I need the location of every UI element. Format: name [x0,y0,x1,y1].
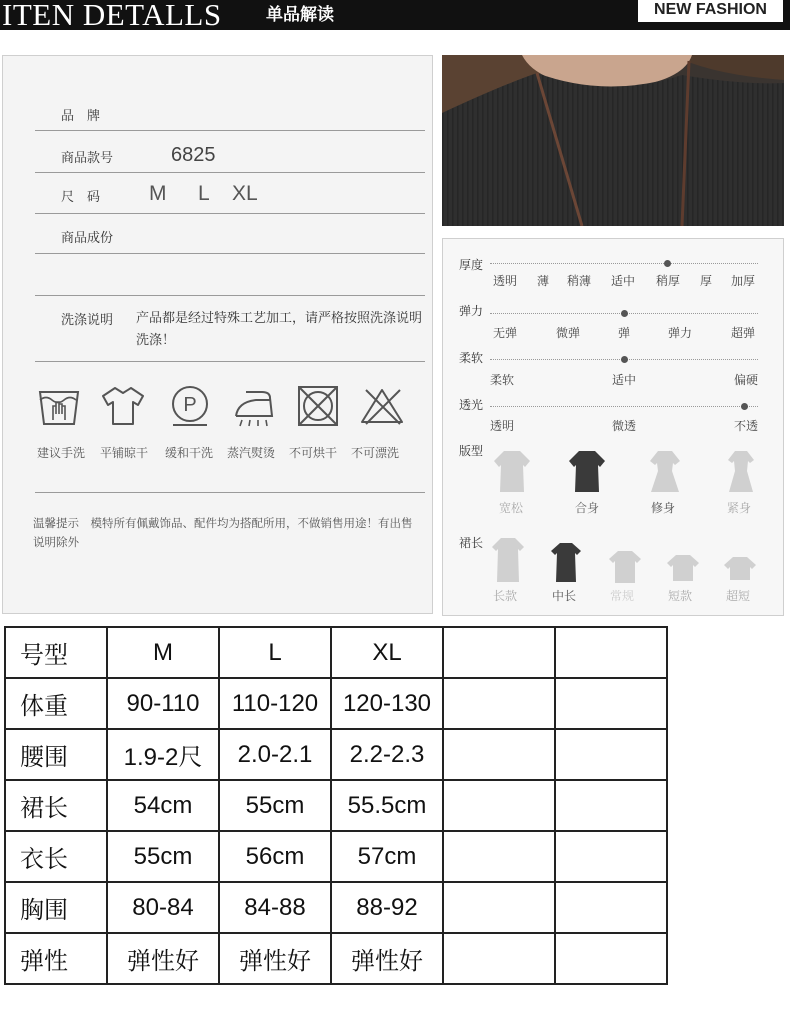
wash-label: 洗涤说明 [61,313,114,328]
transparency-label: 透光 [459,398,484,412]
thickness-label: 厚度 [459,258,484,272]
table-cell: 84-88 [219,882,331,933]
table-cell: 55cm [219,780,331,831]
table-row [5,882,667,933]
elasticity-option: 微弹 [556,326,581,340]
length-option: 超短 [726,589,751,603]
table-cell [555,831,667,882]
table-row [5,729,667,780]
thickness-option: 透明 [493,274,518,288]
table-cell: 弹性好 [331,933,443,984]
row-header: 体重 [5,678,107,729]
thickness-indicator [664,260,671,267]
table-cell: 弹性好 [107,933,219,984]
size-row [35,172,425,214]
regular-fit-shirt-icon [568,449,606,494]
brand-row [35,83,425,131]
tight-fit-dress-icon [722,449,760,494]
fit-option: 紧身 [727,501,752,515]
length-option: 长款 [493,589,518,603]
table-cell [443,780,555,831]
table-cell: 120-130 [331,678,443,729]
care-label-dry-flat: 平铺晾干 [100,446,149,460]
model-label: 商品款号 [61,151,114,166]
size-option-xl: XL [232,182,258,205]
table-cell: 57cm [331,831,443,882]
care-label-steam-iron: 蒸汽熨烫 [227,446,276,460]
table-row [5,831,667,882]
table-cell: 55cm [107,831,219,882]
elasticity-option: 弹力 [668,326,693,340]
transparency-scale [490,406,758,407]
fabric-attributes-panel [442,238,784,616]
table-row [5,933,667,984]
header-banner [0,0,790,30]
fit-option: 修身 [651,501,676,515]
slim-fit-dress-icon [646,449,684,494]
care-label-hand-wash: 建议手洗 [37,446,86,460]
table-cell: 弹性好 [219,933,331,984]
softness-option: 适中 [612,373,637,387]
elasticity-indicator [621,310,628,317]
table-cell: 2.2-2.3 [331,729,443,780]
table-cell [443,729,555,780]
fit-option: 宽松 [499,501,524,515]
table-cell: 54cm [107,780,219,831]
table-cell [555,933,667,984]
gentle-dry-clean-icon [168,384,212,428]
product-photo [442,55,784,226]
table-cell: 56cm [219,831,331,882]
softness-label: 柔软 [459,351,484,365]
table-cell [443,627,555,678]
midi-length-icon [550,541,582,584]
row-header: 腰围 [5,729,107,780]
table-row [5,780,667,831]
elasticity-option: 弹 [618,326,631,340]
row-header: 弹性 [5,933,107,984]
table-cell [443,882,555,933]
softness-option: 偏硬 [734,373,759,387]
row-header: 衣长 [5,831,107,882]
elasticity-option: 无弹 [493,326,518,340]
composition-label: 商品成份 [61,231,114,246]
table-cell: 55.5cm [331,780,443,831]
table-cell [443,831,555,882]
table-cell: 90-110 [107,678,219,729]
transparency-option: 微透 [612,419,637,433]
brand-label: 品 牌 [61,109,101,124]
composition-row-extra [35,253,425,296]
table-cell: 1.9-2尺 [107,729,219,780]
care-label-gentle-dry-clean: 缓和干洗 [165,446,214,460]
steam-iron-icon [232,384,276,428]
fit-label: 版型 [459,444,484,458]
svg-text:P: P [183,394,197,416]
long-length-icon [491,536,525,584]
table-cell: 80-84 [107,882,219,933]
thickness-scale [490,263,758,264]
size-option-m: M [149,182,167,205]
model-number: 6825 [171,144,216,166]
elasticity-label: 弹力 [459,304,484,318]
softness-indicator [621,356,628,363]
row-header: 裙长 [5,780,107,831]
size-chart-table [4,626,668,985]
care-divider [35,470,425,493]
table-cell: M [107,627,219,678]
composition-row [35,213,425,254]
softness-option: 柔软 [490,373,515,387]
product-info-panel [2,55,433,614]
table-cell [555,627,667,678]
table-cell [555,882,667,933]
new-fashion-tag: NEW FASHION [637,0,784,23]
table-cell [443,933,555,984]
extra-short-length-icon [723,555,757,582]
thickness-option: 加厚 [731,274,756,288]
care-label-no-tumble-dry: 不可烘干 [289,446,338,460]
no-tumble-dry-icon [296,384,340,428]
thickness-option: 稍薄 [567,274,592,288]
table-cell: 2.0-2.1 [219,729,331,780]
row-header: 胸围 [5,882,107,933]
length-option-selected: 中长 [552,589,577,603]
model-row [35,130,425,173]
dry-flat-icon [101,384,145,428]
table-row [5,678,667,729]
thickness-option: 稍厚 [656,274,681,288]
short-length-icon [666,553,700,583]
table-cell [555,780,667,831]
banner-subtitle: 单品解读 [266,5,334,25]
table-cell: L [219,627,331,678]
length-label: 裙长 [459,536,484,550]
loose-fit-shirt-icon [493,449,531,494]
table-cell [555,678,667,729]
table-cell: XL [331,627,443,678]
thickness-option: 薄 [537,274,550,288]
table-cell: 88-92 [331,882,443,933]
table-row [5,627,667,678]
no-bleach-icon [360,384,404,428]
regular-length-icon [608,549,642,585]
notice-text: 温馨提示 模特所有佩戴饰品、配件均为搭配所用，不做销售用途！有出售说明除外 [33,516,413,549]
length-option: 短款 [668,589,693,603]
table-cell [555,729,667,780]
care-label-no-bleach: 不可漂洗 [351,446,400,460]
table-cell [443,678,555,729]
row-header: 号型 [5,627,107,678]
thickness-option: 适中 [611,274,636,288]
banner-title: ITEN DETALLS [2,0,222,32]
wash-instructions: 产品都是经过特殊工艺加工，请严格按照洗涤说明洗涤！ [136,311,423,348]
fit-option-selected: 合身 [575,501,600,515]
elasticity-option: 超弹 [731,326,756,340]
size-label: 尺 码 [61,190,101,205]
transparency-indicator [741,403,748,410]
transparency-option: 透明 [490,419,515,433]
thickness-option: 厚 [700,274,713,288]
transparency-option: 不透 [734,419,759,433]
size-option-l: L [198,182,210,205]
hand-wash-icon [37,384,81,428]
table-cell: 110-120 [219,678,331,729]
length-option: 常规 [610,589,635,603]
